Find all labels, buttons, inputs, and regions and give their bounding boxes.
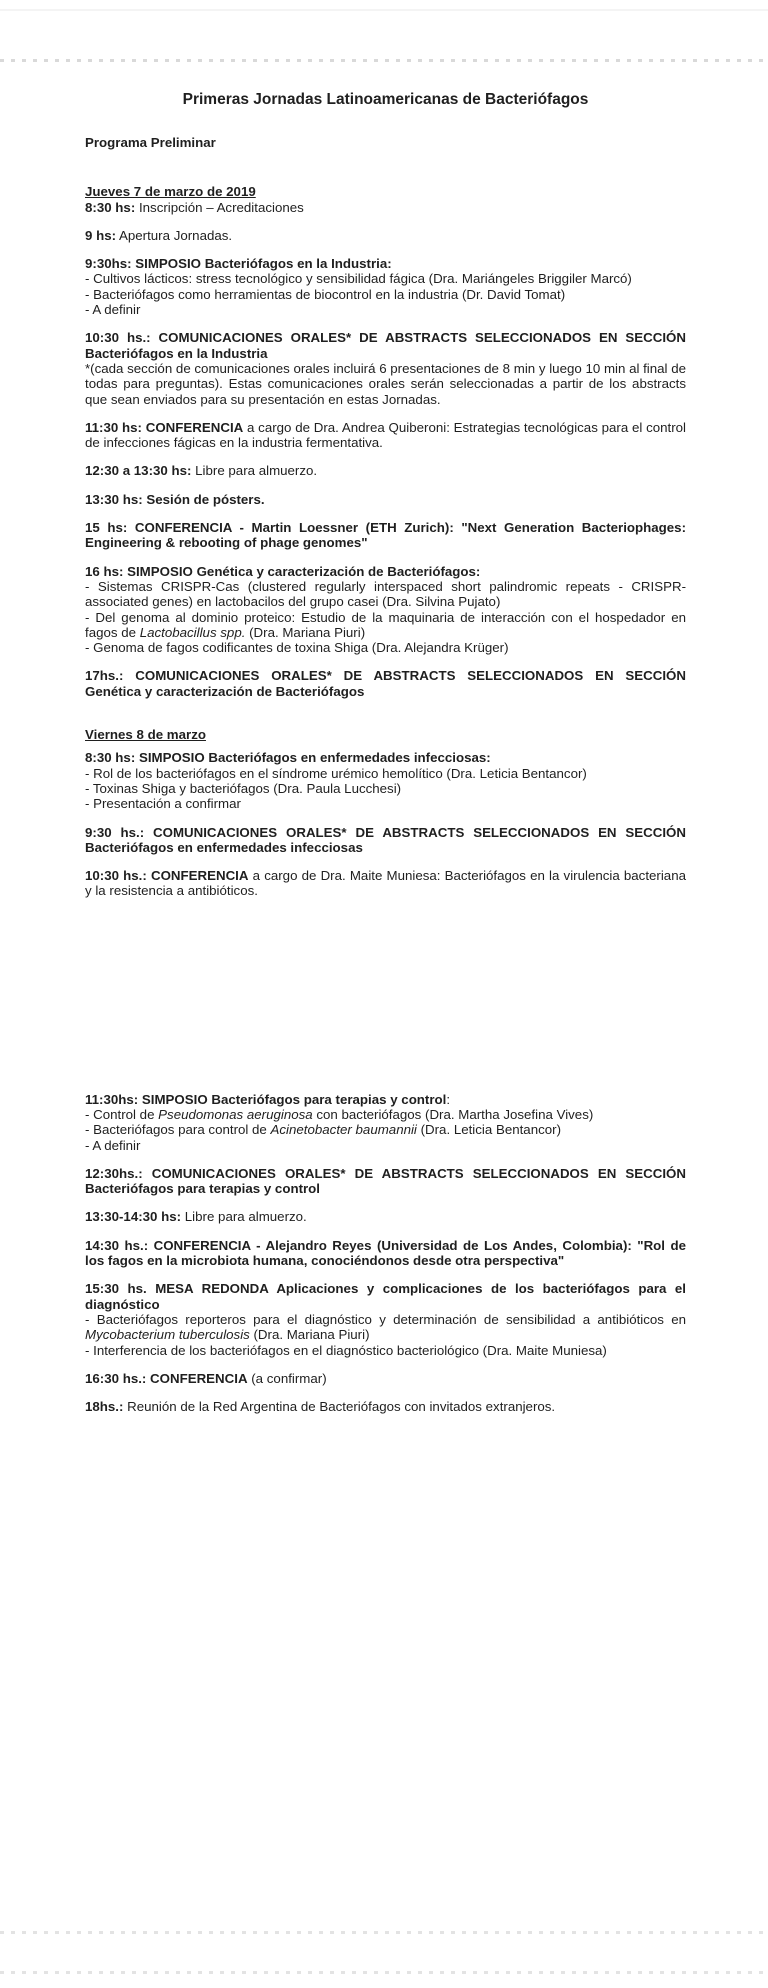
text-run: Libre para almuerzo. <box>181 1209 307 1225</box>
text-run: (a confirmar) <box>247 1370 327 1386</box>
text-run: con bacteriófagos (Dra. Martha Josefina Vives) <box>312 1106 594 1122</box>
text-run: (Dra. Leticia Bentancor) <box>416 1122 562 1138</box>
text-run: - Control de <box>85 1106 159 1122</box>
schedule-item <box>85 1209 686 1224</box>
program-content <box>85 90 686 1414</box>
top-faint-rule <box>0 9 768 11</box>
text-run: - Del genoma al dominio proteico: Estudio de la maquinaria de interacción con el hospedador en fagos de <box>85 609 686 640</box>
schedule-item <box>85 640 686 655</box>
schedule-item <box>85 1238 686 1269</box>
text-run: 9:30hs: SIMPOSIO Bacteriófagos en la Industria: <box>85 256 392 272</box>
schedule-item <box>85 610 686 641</box>
schedule-item <box>85 825 686 856</box>
text-run: - Bacteriófagos como herramientas de biocontrol en la industria (Dr. David Tomat) <box>85 286 566 302</box>
text-run: Lactobacillus spp. <box>139 624 246 640</box>
text-run: 18hs.: <box>85 1399 124 1415</box>
schedule-item <box>85 1122 686 1137</box>
schedule-item <box>85 1281 686 1312</box>
text-run: : <box>446 1091 451 1107</box>
text-run: - A definir <box>85 1137 141 1153</box>
text-run: 16:30 hs.: CONFERENCIA <box>85 1370 248 1386</box>
text-run: Inscripción – Acreditaciones <box>135 199 304 215</box>
text-run: 15 hs: CONFERENCIA - Martin Loessner (ETH Zurich): "Next Generation Bacteriophages: Engineering & rebooting of phage genomes" <box>85 520 686 551</box>
text-run: (Dra. Mariana Piuri) <box>245 624 366 640</box>
schedule-item <box>85 492 686 507</box>
text-run: - Genoma de fagos codificantes de toxina Shiga (Dra. Alejandra Krüger) <box>85 640 509 656</box>
schedule-item <box>85 766 686 781</box>
schedule-item <box>85 420 686 451</box>
schedule-item <box>85 200 686 215</box>
schedule-item <box>85 1166 686 1197</box>
day-heading: Viernes 8 de marzo <box>85 727 206 743</box>
schedule-item <box>85 1107 686 1122</box>
text-run: - Rol de los bacteriófagos en el síndrome urémico hemolítico (Dra. Leticia Bentancor) <box>85 765 587 781</box>
text-run: Mycobacterium tuberculosis <box>85 1327 250 1343</box>
dotted-separator-bottom-1 <box>0 1931 768 1934</box>
text-run: - Presentación a confirmar <box>85 796 241 812</box>
text-run: 10:30 hs.: COMUNICACIONES ORALES* DE ABSTRACTS SELECCIONADOS EN SECCIÓN Bacteriófagos en la Industria <box>85 330 686 361</box>
text-run: 14:30 hs.: CONFERENCIA - Alejandro Reyes (Universidad de Los Andes, Colombia): "Rol de los fagos en la microbiota humana, conociéndonos desde otra perspectiva" <box>85 1237 686 1269</box>
text-run: 11:30hs: SIMPOSIO Bacteriófagos para terapias y control <box>85 1091 447 1107</box>
text-run: 9:30 hs.: COMUNICACIONES ORALES* DE ABSTRACTS SELECCIONADOS EN SECCIÓN Bacteriófagos en enfermedades infecciosas <box>85 824 686 855</box>
schedule-item <box>85 287 686 302</box>
text-run: 10:30 hs.: CONFERENCIA <box>85 868 249 884</box>
text-run: 13:30-14:30 hs: <box>85 1209 182 1225</box>
text-run: 9 hs: <box>85 227 117 243</box>
schedule-item <box>85 1399 686 1414</box>
text-run: 8:30 hs: <box>85 199 136 215</box>
schedule-item <box>85 1343 686 1358</box>
schedule-item <box>85 1312 686 1343</box>
day-section <box>85 727 686 1414</box>
text-run: Pseudomonas aeruginosa <box>158 1106 313 1122</box>
schedule-item <box>85 781 686 796</box>
text-run: - Toxinas Shiga y bacteriófagos (Dra. Paula Lucchesi) <box>85 780 402 796</box>
schedule-item <box>85 579 686 610</box>
schedule-item <box>85 796 686 811</box>
text-run: - Sistemas CRISPR-Cas (clustered regularly interspaced short palindromic repeats - CRISPR-associated genes) en lactobacilos del grupo casei (Dra. Silvina Pujato) <box>85 578 686 610</box>
program-label: Programa Preliminar <box>85 135 216 150</box>
schedule-item <box>85 256 686 271</box>
text-run: Acinetobacter baumannii <box>270 1122 417 1138</box>
text-run: - A definir <box>85 302 141 318</box>
text-run: - Interferencia de los bacteriófagos en el diagnóstico bacteriológico (Dra. Maite Muniesa) <box>85 1342 607 1358</box>
text-run: - Bacteriófagos reporteros para el diagnóstico y determinación de sensibilidad a antibióticos en <box>85 1311 686 1327</box>
schedule-item <box>85 1371 686 1386</box>
text-run: 13:30 hs: Sesión de pósters. <box>85 491 265 507</box>
schedule-item <box>85 330 686 361</box>
day-heading: Jueves 7 de marzo de 2019 <box>85 184 256 200</box>
text-run: a cargo de Dra. Maite Muniesa: Bacteriófagos en la virulencia bacteriana y la resistencia a antibióticos. <box>85 868 686 899</box>
text-run: Reunión de la Red Argentina de Bacteriófagos con invitados extranjeros. <box>123 1399 556 1415</box>
day-section <box>85 184 686 699</box>
text-run: 11:30 hs: CONFERENCIA <box>85 419 244 435</box>
schedule-item <box>85 463 686 478</box>
text-run: Apertura Jornadas. <box>116 227 233 243</box>
document-title: Primeras Jornadas Latinoamericanas de Bacteriófagos <box>182 91 589 108</box>
text-run: 8:30 hs: SIMPOSIO Bacteriófagos en enfermedades infecciosas: <box>85 750 491 766</box>
schedule-item <box>85 228 686 243</box>
schedule-item <box>85 520 686 551</box>
schedule-item <box>85 868 686 899</box>
schedule-item <box>85 361 686 407</box>
schedule-item <box>85 1138 686 1153</box>
schedule-item <box>85 271 686 286</box>
text-run: (Dra. Mariana Piuri) <box>249 1327 370 1343</box>
text-run: 12:30 a 13:30 hs: <box>85 463 192 479</box>
text-run: *(cada sección de comunicaciones orales incluirá 6 presentaciones de 8 min y luego 10 min al final de todas para preguntas). Estas comunicaciones orales serán seleccionadas a partir de los abstracts que sean enviados para su presentación en estas Jornadas. <box>85 360 686 407</box>
text-run: 15:30 hs. MESA REDONDA Aplicaciones y complicaciones de los bacteriófagos para el diagnóstico <box>85 1281 686 1312</box>
program-sections <box>85 184 686 1414</box>
text-run: 12:30hs.: COMUNICACIONES ORALES* DE ABSTRACTS SELECCIONADOS EN SECCIÓN Bacteriófagos para terapias y control <box>85 1165 686 1197</box>
text-run: Libre para almuerzo. <box>191 463 318 479</box>
text-run: 16 hs: SIMPOSIO Genética y caracterización de Bacteriófagos: <box>85 563 481 579</box>
text-run: 17hs.: COMUNICACIONES ORALES* DE ABSTRACTS SELECCIONADOS EN SECCIÓN Genética y caracterización de Bacteriófagos <box>85 668 686 699</box>
schedule-item <box>85 750 686 765</box>
text-run: - Cultivos lácticos: stress tecnológico y sensibilidad fágica (Dra. Mariángeles Briggiler Marcó) <box>85 271 632 287</box>
text-run: - Bacteriófagos para control de <box>85 1122 271 1138</box>
text-run: a cargo de Dra. Andrea Quiberoni: Estrategias tecnológicas para el control de infecciones fágicas en la industria fermentativa. <box>85 419 686 451</box>
schedule-item <box>85 668 686 699</box>
schedule-item <box>85 302 686 317</box>
schedule-item <box>85 1092 686 1107</box>
dotted-separator-top <box>0 59 768 62</box>
schedule-item <box>85 564 686 579</box>
dotted-separator-bottom-2 <box>0 1971 768 1974</box>
